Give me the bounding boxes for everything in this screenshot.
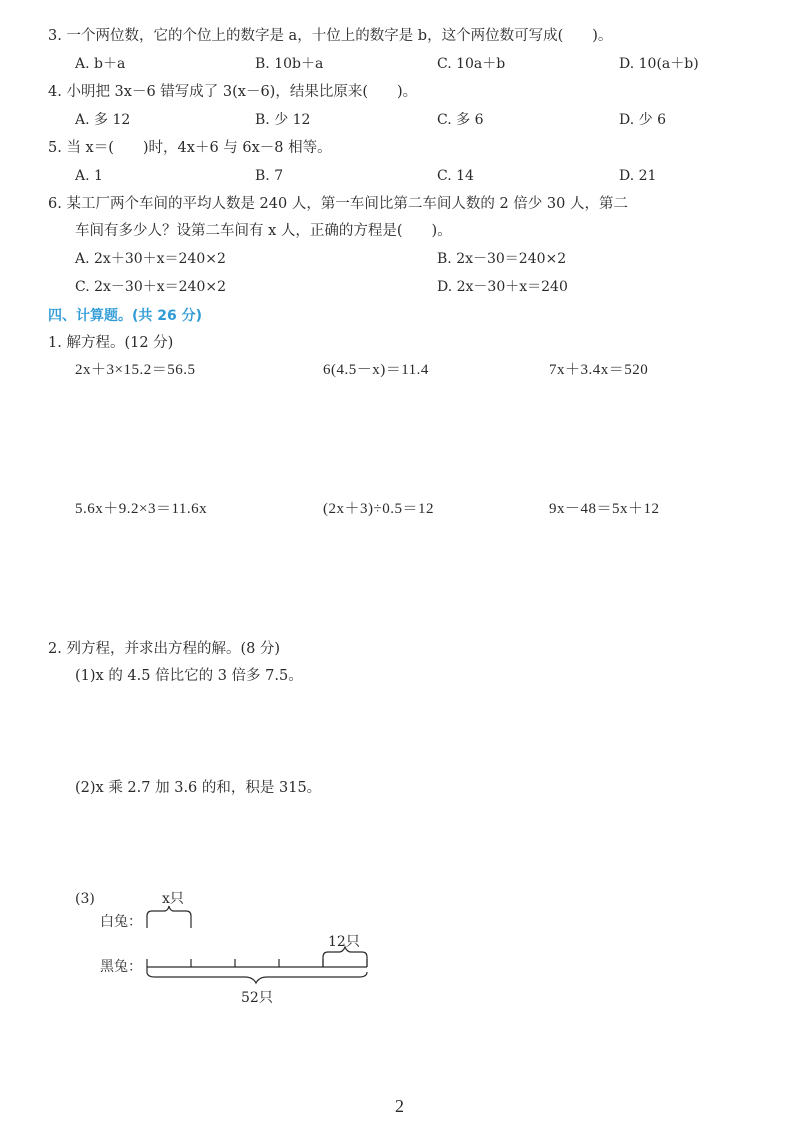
total-brace: [147, 967, 367, 983]
q3-stem: 3. 一个两位数，它的个位上的数字是 a，十位上的数字是 b，这个两位数可写成( )。: [48, 28, 613, 44]
part2-sub2: (2)x 乘 2.7 加 3.6 的和，积是 315。: [75, 780, 322, 796]
white-rabbit-label: 白兔：: [100, 914, 142, 930]
total-qty-label: 52只: [241, 990, 273, 1006]
q4-option-d: D. 少 6: [619, 112, 666, 128]
q6-option-c: C. 2x－30＋x＝240×2: [75, 279, 226, 295]
equation-6: 9x－48＝5x＋12: [549, 501, 660, 517]
q6-stem-line1: 6. 某工厂两个车间的平均人数是 240 人，第一车间比第二车间人数的 2 倍少 30 人，第二: [48, 196, 628, 212]
top-qty-label: 12只: [328, 934, 360, 950]
part2-sub1: (1)x 的 4.5 倍比它的 3 倍多 7.5。: [75, 668, 303, 684]
page-number: 2: [395, 1096, 404, 1116]
equation-4: 5.6x＋9.2×3＝11.6x: [75, 501, 208, 517]
q6-stem-line2: 车间有多少人？设第二车间有 x 人，正确的方程是( )。: [75, 223, 452, 239]
part1-title: 1. 解方程。(12 分): [48, 335, 174, 351]
black-rabbit-label: 黑兔：: [100, 959, 142, 975]
q4-option-a: A. 多 12: [75, 112, 131, 128]
q3-option-b: B. 10b＋a: [255, 56, 324, 72]
q4-option-c: C. 多 6: [437, 112, 484, 128]
white-brace: [147, 906, 191, 928]
q5-option-c: C. 14: [437, 168, 474, 184]
white-qty-label: x只: [162, 891, 184, 907]
equation-3: 7x＋3.4x＝520: [549, 362, 649, 378]
sub3-label: (3): [75, 891, 95, 907]
q4-option-b: B. 少 12: [255, 112, 311, 128]
q5-option-d: D. 21: [619, 168, 657, 184]
equation-2: 6(4.5－x)＝11.4: [323, 362, 429, 378]
q3-option-c: C. 10a＋b: [437, 56, 506, 72]
equation-1: 2x＋3×15.2＝56.5: [75, 362, 196, 378]
q4-stem: 4. 小明把 3x－6 错写成了 3(x－6)，结果比原来( )。: [48, 84, 418, 100]
q5-option-b: B. 7: [255, 168, 284, 184]
q6-option-a: A. 2x＋30＋x＝240×2: [75, 251, 226, 267]
q5-stem: 5. 当 x＝( )时，4x＋6 与 6x－8 相等。: [48, 140, 332, 156]
section-title: 四、计算题。(共 26 分): [48, 308, 203, 324]
top-brace: [323, 947, 367, 967]
part2-title: 2. 列方程，并求出方程的解。(8 分): [48, 641, 281, 657]
q6-option-b: B. 2x－30＝240×2: [437, 251, 567, 267]
q6-option-d: D. 2x－30＋x＝240: [437, 279, 568, 295]
q5-option-a: A. 1: [75, 168, 103, 184]
q3-option-a: A. b＋a: [75, 56, 126, 72]
equation-5: (2x＋3)÷0.5＝12: [323, 501, 434, 517]
q3-option-d: D. 10(a＋b): [619, 56, 699, 72]
